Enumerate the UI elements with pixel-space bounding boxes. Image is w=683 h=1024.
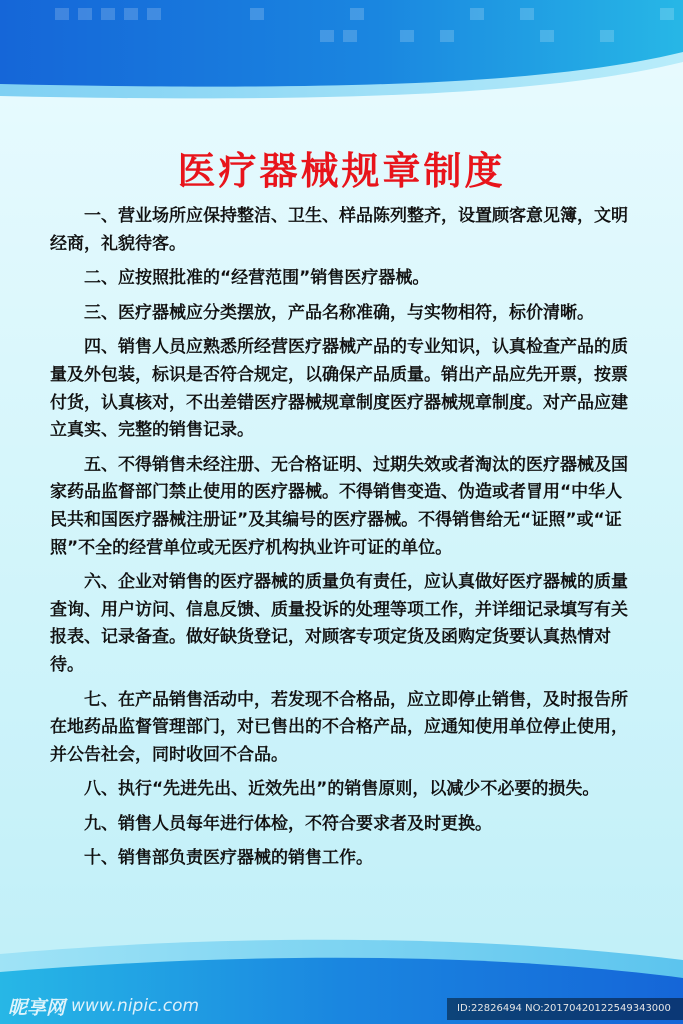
rules-body	[50, 203, 636, 880]
document-title: 医疗器械规章制度	[177, 149, 506, 193]
rule-paragraph: 七、在产品销售活动中，若发现不合格品，应立即停止销售，及时报告所在地药品监督管理部门，对已售出的不合格产品，应通知使用单位停止使用，并公告社会，同时收回不合品。	[50, 689, 628, 765]
watermark-url: www.nipic.com	[71, 996, 200, 1016]
site-watermark	[8, 994, 199, 1018]
watermark-logo: 昵享网	[8, 996, 66, 1019]
rule-paragraph: 九、销售人员每年进行体检，不符合要求者及时更换。	[84, 813, 492, 834]
rule-paragraph: 八、执行“先进先出、近效先出”的销售原则，以减少不必要的损失。	[84, 779, 600, 800]
rule-paragraph: 三、医疗器械应分类摆放，产品名称准确，与实物相符，标价清晰。	[84, 302, 594, 323]
top-decorative-band	[0, 0, 683, 120]
rule-paragraph: 二、应按照批准的“经营范围”销售医疗器械。	[84, 268, 430, 289]
image-id-bar: ID:22826494 NO:20170420122549343000	[447, 998, 683, 1020]
rule-paragraph: 一、营业场所应保持整洁、卫生、样品陈列整齐，设置顾客意见簿，文明经商，礼貌待客。	[50, 206, 628, 254]
rule-paragraph: 五、不得销售未经注册、无合格证明、过期失效或者淘汰的医疗器械及国家药品监督部门禁止使用的医疗器械。不得销售变造、伪造或者冒用“中华人民共和国医疗器械注册证”及其编号的医疗器械。不得销售给无“证照”或“证照”不全的经营单位或无医疗机构执业许可证的单位。	[50, 454, 628, 558]
rule-paragraph: 十、销售部负责医疗器械的销售工作。	[84, 848, 373, 869]
rule-paragraph: 四、销售人员应熟悉所经营医疗器械产品的专业知识，认真检查产品的质量及外包装，标识是否符合规定，以确保产品质量。销出产品应先开票，按票付货，认真核对，不出差错医疗器械规章制度医疗器械规章制度。对产品应建立真实、完整的销售记录。	[50, 337, 628, 441]
rule-paragraph: 六、企业对销售的医疗器械的质量负有责任，应认真做好医疗器械的质量查询、用户访问、信息反馈、质量投诉的处理等项工作，并详细记录填写有关报表、记录备查。做好缺货登记，对顾客专项定货及函购定货要认真热情对待。	[50, 572, 628, 675]
